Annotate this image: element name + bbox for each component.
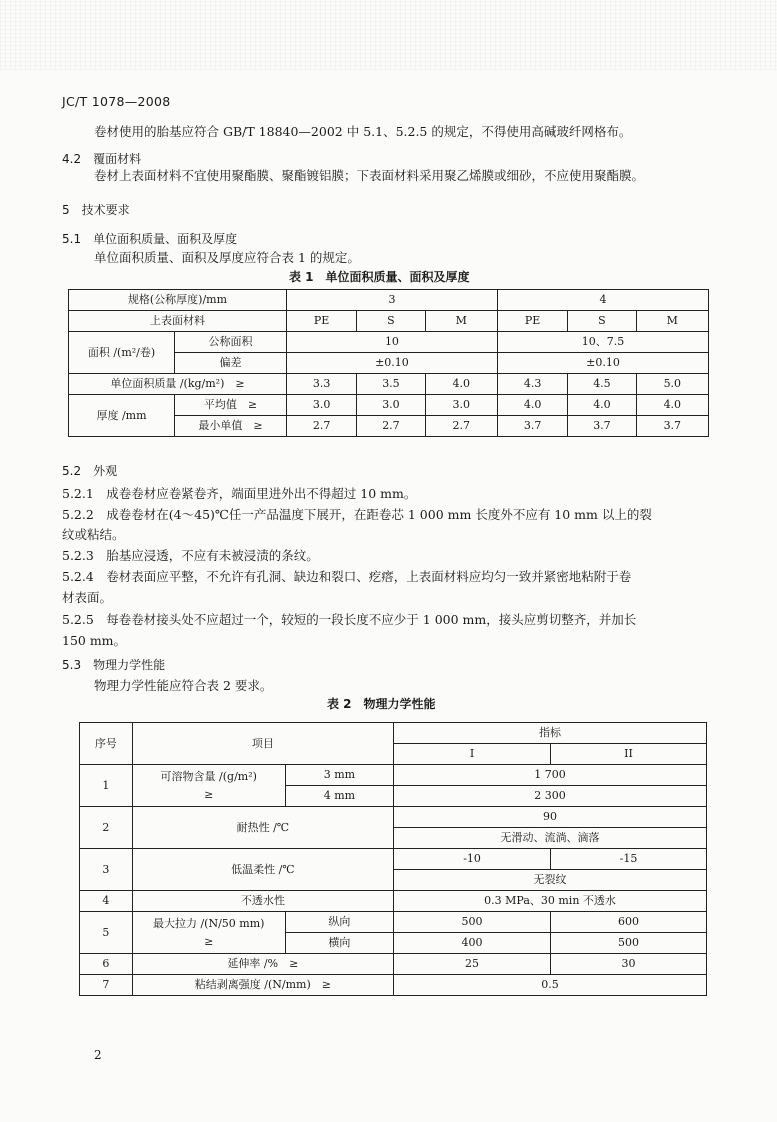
t1-nominal: 公称面积 (175, 332, 287, 353)
p5-2-5b: 150 mm。 (62, 633, 127, 648)
t2-item: 粘结剥离强度 /(N/mm) ≥ (132, 975, 393, 996)
section-5-1: 5.1 单位面积质量、面积及厚度 (62, 232, 238, 246)
t1-cell: 3.3 (286, 374, 356, 395)
cover-paragraph: 卷材上表面材料不宜使用聚酯膜、聚酯镀铝膜；下表面材料采用聚乙烯膜或细砂，不应使用聚酯膜。 (94, 168, 645, 183)
t1-cell: 3.0 (425, 395, 497, 416)
t1-cell: 4.5 (568, 374, 636, 395)
t1-cell: 3.7 (497, 416, 567, 437)
t2-val: 无裂纹 (394, 870, 707, 891)
t2-item: 低温柔性 /℃ (132, 849, 393, 891)
t2-grade-ii: II (551, 744, 707, 765)
t1-c3: 3 (286, 290, 497, 311)
t1-a4: 10、7.5 (497, 332, 708, 353)
t2-r1-label: 可溶物含量 /(g/m²) (160, 769, 257, 783)
t2-no: 2 (80, 807, 133, 849)
t1-s: S (357, 311, 425, 332)
t1-cell: 4.0 (497, 395, 567, 416)
doc-id-header: JC/T 1078—2008 (62, 94, 171, 109)
t2-val: 25 (394, 954, 551, 975)
t2-sub: 4 mm (285, 786, 393, 807)
t1-cell: 4.0 (636, 395, 708, 416)
t2-item (132, 912, 285, 954)
t1-a3: 10 (286, 332, 497, 353)
p5-2-3: 5.2.3 胎基应浸透，不应有未被浸渍的条纹。 (62, 548, 319, 563)
t2-val: 500 (394, 912, 551, 933)
t2-val: 1 700 (394, 765, 707, 786)
p5-2-2a: 5.2.2 成卷卷材在(4～45)℃任一产品温度下展开，在距卷芯 1 000 mm 长度外不应有 10 mm 以上的裂 (62, 507, 652, 522)
t2-val: 90 (394, 807, 707, 828)
t2-r5-label: 最大拉力 /(N/50 mm) (152, 916, 265, 930)
t1-d3: ±0.10 (286, 353, 497, 374)
t2-no: 1 (80, 765, 133, 807)
t2-no: 3 (80, 849, 133, 891)
t1-cell: 2.7 (357, 416, 425, 437)
t1-pe: PE (286, 311, 356, 332)
t1-avg: 平均值 ≥ (175, 395, 287, 416)
t1-s: S (568, 311, 636, 332)
table1-caption: 表 1 单位面积质量、面积及厚度 (289, 270, 470, 284)
t1-cell: 4.0 (425, 374, 497, 395)
p5-2-2b: 纹或粘结。 (62, 527, 125, 542)
t2-val: 0.3 MPa、30 min 不透水 (394, 891, 707, 912)
t1-cell: 3.0 (357, 395, 425, 416)
t2-no: 5 (80, 912, 133, 954)
scan-noise (0, 0, 777, 70)
p5-2-5a: 5.2.5 每卷卷材接头处不应超过一个，较短的一段长度不应少于 1 000 mm，接头应剪切整齐，并加长 (62, 612, 637, 627)
t2-item (132, 765, 285, 807)
t2-val: 无滑动、流淌、滴落 (394, 828, 707, 849)
tire-paragraph: 卷材使用的胎基应符合 GB/T 18840—2002 中 5.1、5.2.5 的规定，不得使用高碱玻纤网格布。 (94, 124, 632, 139)
t1-min: 最小单值 ≥ (175, 416, 287, 437)
t1-dev: 偏差 (175, 353, 287, 374)
t1-mass: 单位面积质量 /(kg/m²) ≥ (69, 374, 287, 395)
t1-cell: 3.5 (357, 374, 425, 395)
t1-cell: 2.7 (286, 416, 356, 437)
t1-d4: ±0.10 (497, 353, 708, 374)
table1 (68, 289, 709, 437)
t2-val: -10 (394, 849, 551, 870)
t1-m: M (425, 311, 497, 332)
t2-item: 不透水性 (132, 891, 393, 912)
t2-no: 6 (80, 954, 133, 975)
p5-3: 物理力学性能应符合表 2 要求。 (94, 678, 273, 693)
t1-spec: 规格(公称厚度)/mm (69, 290, 287, 311)
t2-sub: 横向 (285, 933, 393, 954)
t2-index-header: 指标 (394, 723, 707, 744)
t2-r1-ge: ≥ (204, 787, 214, 801)
t2-item-header: 项目 (132, 723, 393, 765)
t2-val: 400 (394, 933, 551, 954)
t2-sub: 纵向 (285, 912, 393, 933)
t2-r5-ge: ≥ (204, 934, 214, 948)
t1-surf: 上表面材料 (69, 311, 287, 332)
t2-item: 耐热性 /℃ (132, 807, 393, 849)
t2-no: 4 (80, 891, 133, 912)
t2-val: 500 (551, 933, 707, 954)
t2-val: 600 (551, 912, 707, 933)
t2-item: 延伸率 /% ≥ (132, 954, 393, 975)
t1-cell: 3.0 (286, 395, 356, 416)
p5-2-4b: 材表面。 (62, 590, 113, 605)
p5-2-1: 5.2.1 成卷卷材应卷紧卷齐，端面里进外出不得超过 10 mm。 (62, 486, 417, 501)
page-number: 2 (94, 1048, 102, 1062)
t1-c4: 4 (497, 290, 708, 311)
t2-val: 2 300 (394, 786, 707, 807)
p5-1: 单位面积质量、面积及厚度应符合表 1 的规定。 (94, 250, 360, 265)
table2-caption: 表 2 物理力学性能 (327, 697, 436, 711)
t1-thick: 厚度 /mm (69, 395, 175, 437)
p5-2-4a: 5.2.4 卷材表面应平整，不允许有孔洞、缺边和裂口、疙瘩，上表面材料应均匀一致并紧密地粘附于卷 (62, 569, 632, 584)
section-4-2: 4.2 覆面材料 (62, 152, 142, 166)
t2-no: 7 (80, 975, 133, 996)
t1-m: M (636, 311, 708, 332)
t2-val: 30 (551, 954, 707, 975)
section-5: 5 技术要求 (62, 203, 130, 217)
t1-area: 面积 /(m²/卷) (69, 332, 175, 374)
t2-sub: 3 mm (285, 765, 393, 786)
t2-val: 0.5 (394, 975, 707, 996)
t2-grade-i: I (394, 744, 551, 765)
t1-cell: 4.0 (568, 395, 636, 416)
t1-cell: 4.3 (497, 374, 567, 395)
t2-val: -15 (551, 849, 707, 870)
section-5-3: 5.3 物理力学性能 (62, 658, 166, 672)
t1-cell: 3.7 (636, 416, 708, 437)
t2-no-header: 序号 (80, 723, 133, 765)
t1-pe: PE (497, 311, 567, 332)
table2 (79, 722, 707, 996)
section-5-2: 5.2 外观 (62, 464, 118, 478)
t1-cell: 2.7 (425, 416, 497, 437)
t1-cell: 3.7 (568, 416, 636, 437)
t1-cell: 5.0 (636, 374, 708, 395)
